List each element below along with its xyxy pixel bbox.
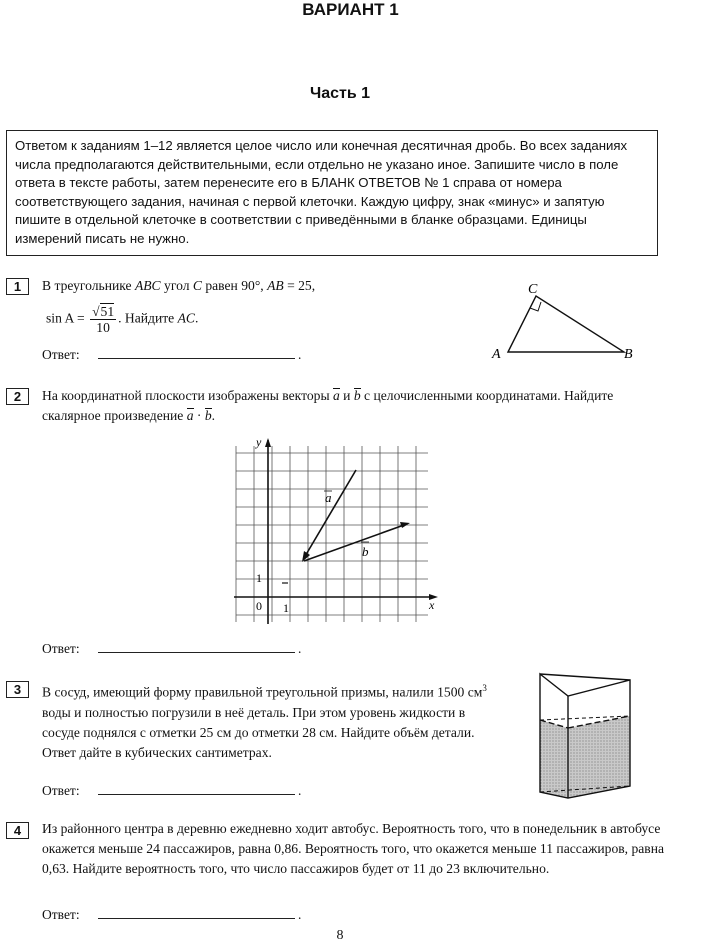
task-number-3: 3: [6, 681, 29, 698]
label-b: B: [624, 347, 633, 360]
answer-1-field[interactable]: [98, 346, 295, 359]
answer-1: Ответ: .: [42, 347, 302, 362]
y-unit-label: 1: [256, 571, 262, 585]
label-a: A: [492, 347, 501, 360]
vector-b-label: b: [362, 544, 369, 559]
instructions-box: Ответом к заданиям 1–12 является целое число или конечная десятичная дробь. Во всех заданиях числа предполагаются действительными, если отдельно не указано иное. Запишите число в поле ответа в тексте работы, затем перенесите его в БЛАНК ОТВЕТОВ № 1 справа от номера соответствующего задания, начиная с первой клеточки. Каждую цифру, знак «минус» и запятую пишите в отдельной клеточке в соответствии с приведёнными в бланке образцами. Единицы измерений писать не нужно.: [6, 130, 658, 256]
vector-a-label: a: [325, 490, 332, 505]
task-1-formula: sin A = $\frac{√51}{10}$ . Найдите AC.: [46, 304, 199, 335]
task-2-text: На координатной плоскости изображены векторы a и b с целочисленными координатами. Найдите скалярное произведение a · b.: [42, 388, 614, 423]
triangle-figure: [486, 280, 646, 360]
y-axis-label: y: [256, 436, 262, 449]
variant-title: ВАРИАНТ 1: [302, 0, 399, 19]
triangle-abc: [508, 296, 624, 352]
x-axis-label: x: [429, 598, 435, 612]
prism-figure: [528, 668, 662, 806]
sin-fraction: $\frac{√51}{10}$: [92, 304, 115, 335]
task-number-1: 1: [6, 278, 29, 295]
vector-grid-figure: [228, 436, 444, 632]
answer-2-field[interactable]: [98, 640, 295, 653]
answer-4: Ответ: .: [42, 907, 302, 922]
origin-label: 0: [256, 599, 262, 613]
task-1-text: В треугольнике ABC угол C равен 90°, AB = 25,: [42, 278, 316, 293]
task-4-text: Из районного центра в деревню ежедневно ходит автобус. Вероятность того, что в понедельник в автобусе окажется меньше 24 пассажиров, равна 0,86. Вероятность того, что окажется меньше 11 пассажиров, равна 0,63. Найдите вероятность того, что число пассажиров будет от 11 до 23 включительно.: [42, 821, 665, 876]
part-title: Часть 1: [309, 85, 371, 102]
grid-lines: [236, 446, 428, 622]
label-c: C: [528, 282, 538, 297]
answer-2: Ответ: .: [42, 641, 302, 656]
page-number: 8: [336, 928, 344, 943]
answer-3: Ответ: .: [42, 783, 302, 798]
task-number-4: 4: [6, 822, 29, 839]
task-3-text: В сосуд, имеющий форму правильной треугольной призмы, налили 1500 $см^3$ воды и полностью погрузили в неё деталь. При этом уровень жидкости в сосуде поднялся с отметки 25 см до отметки 28 см. Найдите объём детали. Ответ дайте в кубических сантиметрах.: [42, 683, 487, 760]
x-unit-label: 1: [283, 601, 289, 615]
answer-4-field[interactable]: [98, 906, 295, 919]
answer-3-field[interactable]: [98, 782, 295, 795]
water-fill: [540, 716, 630, 798]
y-axis-arrow: [265, 438, 271, 447]
task-number-2: 2: [6, 388, 29, 405]
